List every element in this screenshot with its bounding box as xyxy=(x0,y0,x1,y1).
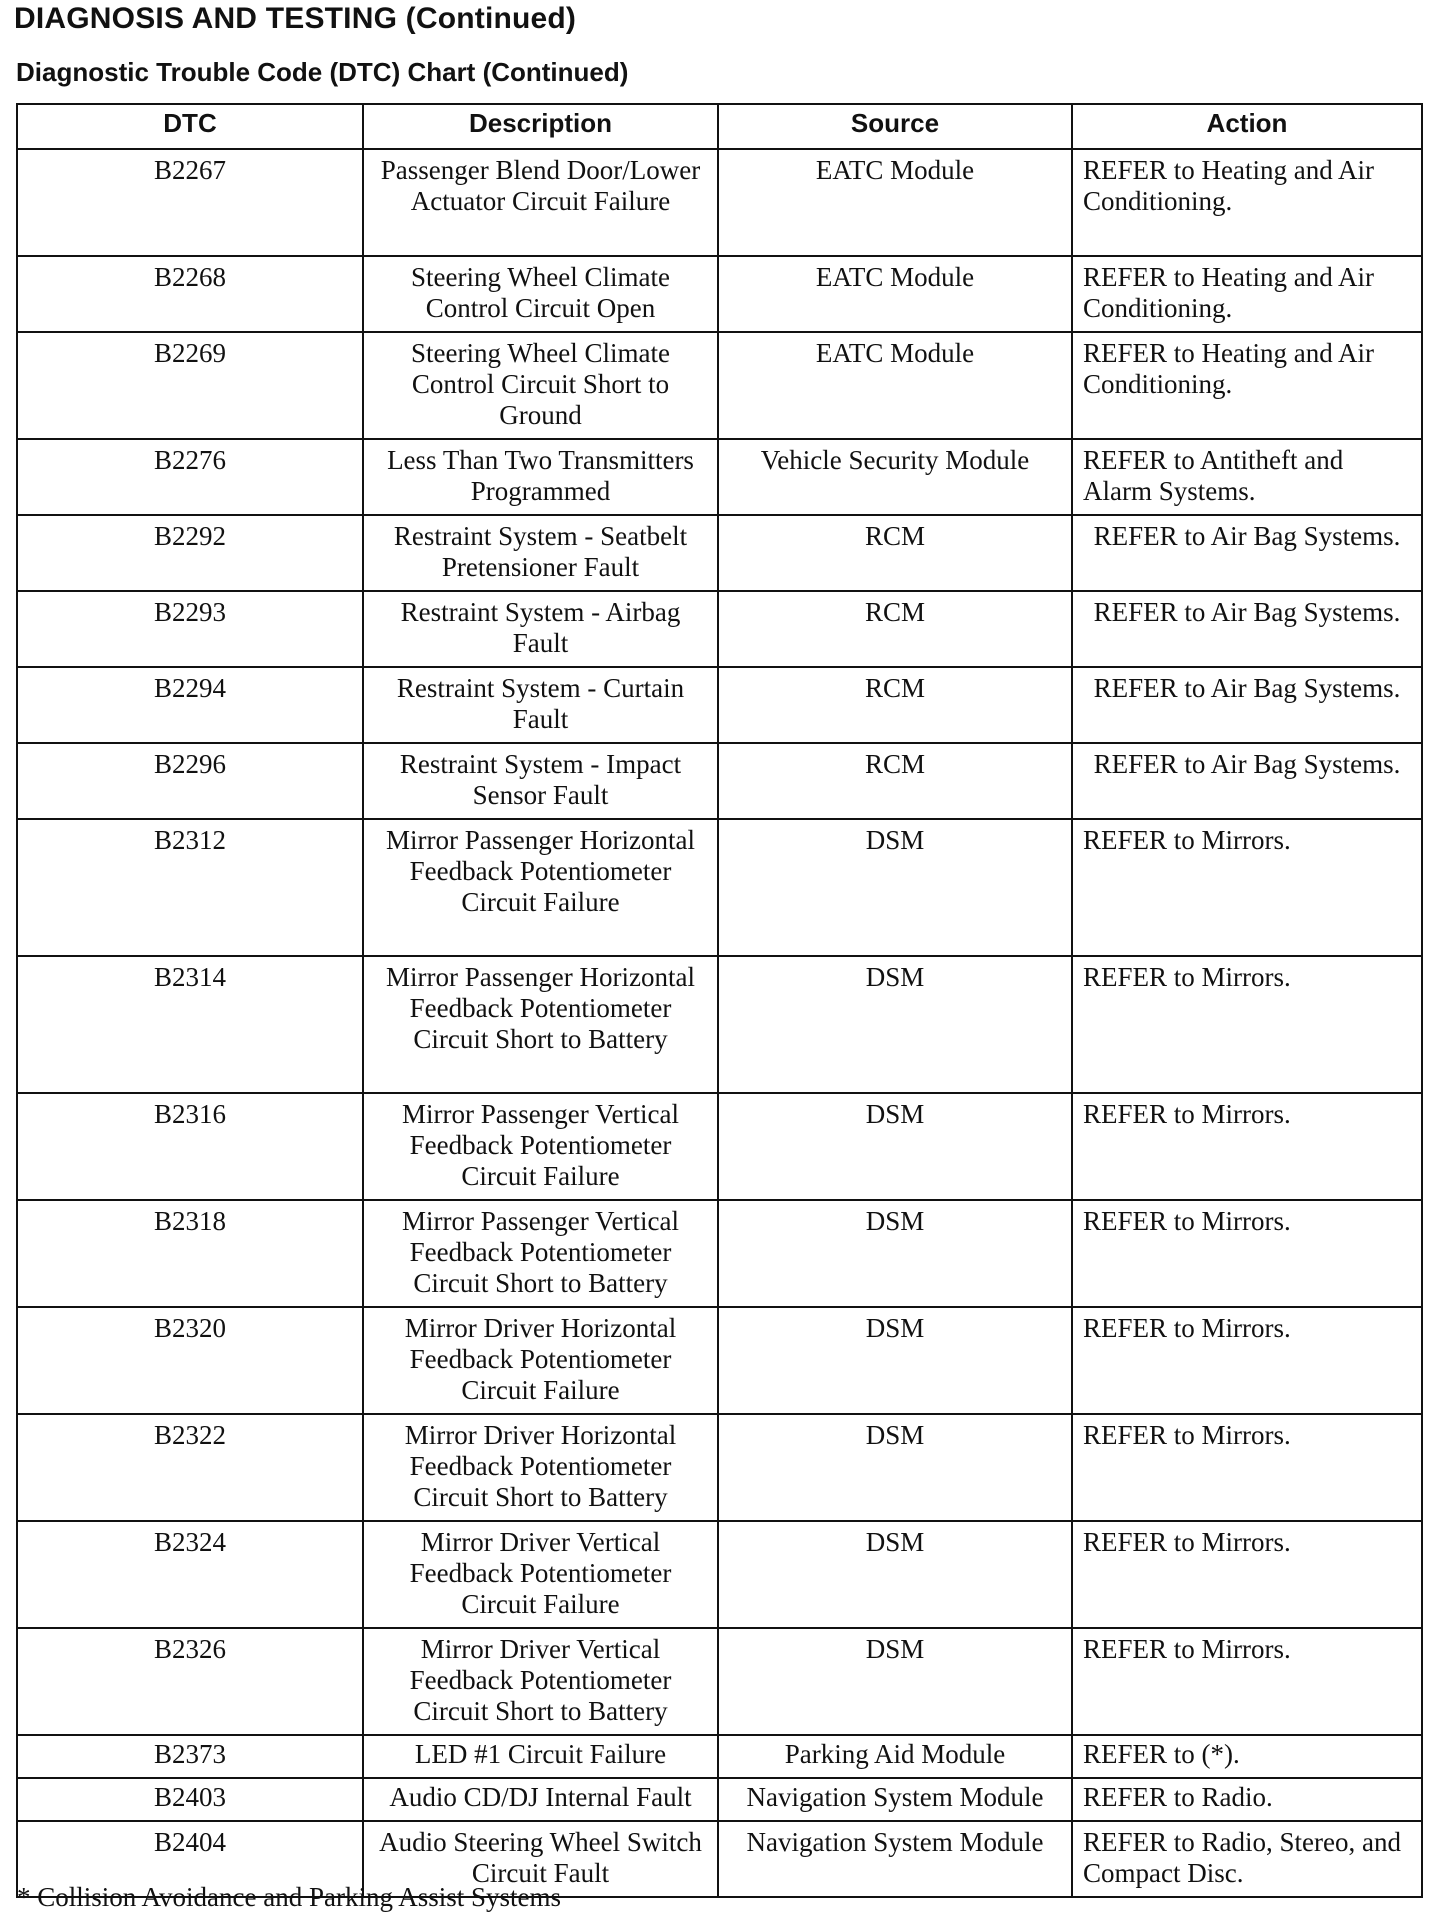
dtc-action: REFER to Air Bag Systems. xyxy=(1072,591,1422,667)
dtc-code: B2326 xyxy=(17,1628,363,1735)
table-row xyxy=(17,1521,1422,1628)
table-row xyxy=(17,256,1422,332)
dtc-code: B2276 xyxy=(17,439,363,515)
dtc-code: B2322 xyxy=(17,1414,363,1521)
dtc-action: REFER to Mirrors. xyxy=(1072,819,1422,956)
dtc-source: EATC Module xyxy=(718,256,1072,332)
dtc-source: DSM xyxy=(718,1307,1072,1414)
dtc-source: DSM xyxy=(718,1628,1072,1735)
page-title: DIAGNOSIS AND TESTING (Continued) xyxy=(14,2,577,35)
dtc-description: Audio CD/DJ Internal Fault xyxy=(363,1778,718,1821)
dtc-source: Vehicle Security Module xyxy=(718,439,1072,515)
dtc-description: Restraint System - Airbag Fault xyxy=(363,591,718,667)
table-row xyxy=(17,956,1422,1093)
dtc-action: REFER to Air Bag Systems. xyxy=(1072,515,1422,591)
table-row xyxy=(17,149,1422,256)
column-header-action: Action xyxy=(1072,104,1422,149)
table-row xyxy=(17,1628,1422,1735)
dtc-description: Mirror Driver Horizontal Feedback Potentiometer Circuit Failure xyxy=(363,1307,718,1414)
dtc-source: Parking Aid Module xyxy=(718,1735,1072,1778)
dtc-source: DSM xyxy=(718,819,1072,956)
dtc-code: B2292 xyxy=(17,515,363,591)
dtc-description: Mirror Passenger Vertical Feedback Potentiometer Circuit Failure xyxy=(363,1093,718,1200)
dtc-code: B2318 xyxy=(17,1200,363,1307)
dtc-source: DSM xyxy=(718,1093,1072,1200)
dtc-source: Navigation System Module xyxy=(718,1821,1072,1897)
dtc-code: B2403 xyxy=(17,1778,363,1821)
dtc-source: RCM xyxy=(718,591,1072,667)
table-row xyxy=(17,667,1422,743)
dtc-action: REFER to (*). xyxy=(1072,1735,1422,1778)
dtc-source: RCM xyxy=(718,743,1072,819)
dtc-description: Mirror Driver Horizontal Feedback Potentiometer Circuit Short to Battery xyxy=(363,1414,718,1521)
dtc-description: Audio Steering Wheel Switch Circuit Fault xyxy=(363,1821,718,1897)
table-row xyxy=(17,1307,1422,1414)
dtc-description: Steering Wheel Climate Control Circuit Open xyxy=(363,256,718,332)
dtc-code: B2294 xyxy=(17,667,363,743)
dtc-action: REFER to Radio. xyxy=(1072,1778,1422,1821)
table-header-row xyxy=(17,104,1422,149)
dtc-description: Restraint System - Curtain Fault xyxy=(363,667,718,743)
table-row xyxy=(17,1093,1422,1200)
dtc-source: DSM xyxy=(718,1200,1072,1307)
dtc-action: REFER to Radio, Stereo, and Compact Disc. xyxy=(1072,1821,1422,1897)
dtc-description: Passenger Blend Door/Lower Actuator Circuit Failure xyxy=(363,149,718,256)
table-row xyxy=(17,439,1422,515)
column-header-source: Source xyxy=(718,104,1072,149)
dtc-action: REFER to Heating and Air Conditioning. xyxy=(1072,332,1422,439)
dtc-description: Restraint System - Impact Sensor Fault xyxy=(363,743,718,819)
dtc-source: RCM xyxy=(718,515,1072,591)
dtc-code: B2267 xyxy=(17,149,363,256)
table-row xyxy=(17,332,1422,439)
dtc-source: Navigation System Module xyxy=(718,1778,1072,1821)
chart-subtitle: Diagnostic Trouble Code (DTC) Chart (Continued) xyxy=(16,57,629,87)
dtc-action: REFER to Mirrors. xyxy=(1072,956,1422,1093)
table-row xyxy=(17,515,1422,591)
dtc-description: Mirror Passenger Horizontal Feedback Potentiometer Circuit Failure xyxy=(363,819,718,956)
table-row xyxy=(17,1778,1422,1821)
dtc-code: B2269 xyxy=(17,332,363,439)
dtc-code: B2312 xyxy=(17,819,363,956)
table-row xyxy=(17,743,1422,819)
dtc-description: Mirror Driver Vertical Feedback Potentiometer Circuit Short to Battery xyxy=(363,1628,718,1735)
dtc-source: DSM xyxy=(718,956,1072,1093)
dtc-action: REFER to Mirrors. xyxy=(1072,1521,1422,1628)
dtc-description: LED #1 Circuit Failure xyxy=(363,1735,718,1778)
dtc-source: DSM xyxy=(718,1414,1072,1521)
dtc-code: B2268 xyxy=(17,256,363,332)
dtc-action: REFER to Mirrors. xyxy=(1072,1093,1422,1200)
dtc-table xyxy=(16,103,1423,1898)
dtc-source: EATC Module xyxy=(718,149,1072,256)
table-row xyxy=(17,1200,1422,1307)
dtc-action: REFER to Heating and Air Conditioning. xyxy=(1072,256,1422,332)
table-row xyxy=(17,819,1422,956)
dtc-source: EATC Module xyxy=(718,332,1072,439)
dtc-code: B2324 xyxy=(17,1521,363,1628)
dtc-code: B2316 xyxy=(17,1093,363,1200)
dtc-code: B2296 xyxy=(17,743,363,819)
dtc-code: B2404 xyxy=(17,1821,363,1897)
dtc-description: Less Than Two Transmitters Programmed xyxy=(363,439,718,515)
dtc-code: B2373 xyxy=(17,1735,363,1778)
dtc-description: Steering Wheel Climate Control Circuit Short to Ground xyxy=(363,332,718,439)
dtc-action: REFER to Mirrors. xyxy=(1072,1414,1422,1521)
table-row xyxy=(17,1735,1422,1778)
dtc-description: Restraint System - Seatbelt Pretensioner Fault xyxy=(363,515,718,591)
footnote: * Collision Avoidance and Parking Assist Systems xyxy=(17,1882,562,1912)
dtc-action: REFER to Mirrors. xyxy=(1072,1628,1422,1735)
table-row xyxy=(17,591,1422,667)
dtc-action: REFER to Air Bag Systems. xyxy=(1072,743,1422,819)
dtc-source: DSM xyxy=(718,1521,1072,1628)
dtc-action: REFER to Mirrors. xyxy=(1072,1307,1422,1414)
dtc-description: Mirror Passenger Vertical Feedback Potentiometer Circuit Short to Battery xyxy=(363,1200,718,1307)
dtc-code: B2314 xyxy=(17,956,363,1093)
dtc-action: REFER to Heating and Air Conditioning. xyxy=(1072,149,1422,256)
dtc-code: B2320 xyxy=(17,1307,363,1414)
dtc-description: Mirror Passenger Horizontal Feedback Potentiometer Circuit Short to Battery xyxy=(363,956,718,1093)
dtc-action: REFER to Mirrors. xyxy=(1072,1200,1422,1307)
dtc-action: REFER to Antitheft and Alarm Systems. xyxy=(1072,439,1422,515)
dtc-action: REFER to Air Bag Systems. xyxy=(1072,667,1422,743)
column-header-dtc: DTC xyxy=(17,104,363,149)
table-row xyxy=(17,1414,1422,1521)
dtc-description: Mirror Driver Vertical Feedback Potentiometer Circuit Failure xyxy=(363,1521,718,1628)
dtc-source: RCM xyxy=(718,667,1072,743)
dtc-code: B2293 xyxy=(17,591,363,667)
column-header-description: Description xyxy=(363,104,718,149)
